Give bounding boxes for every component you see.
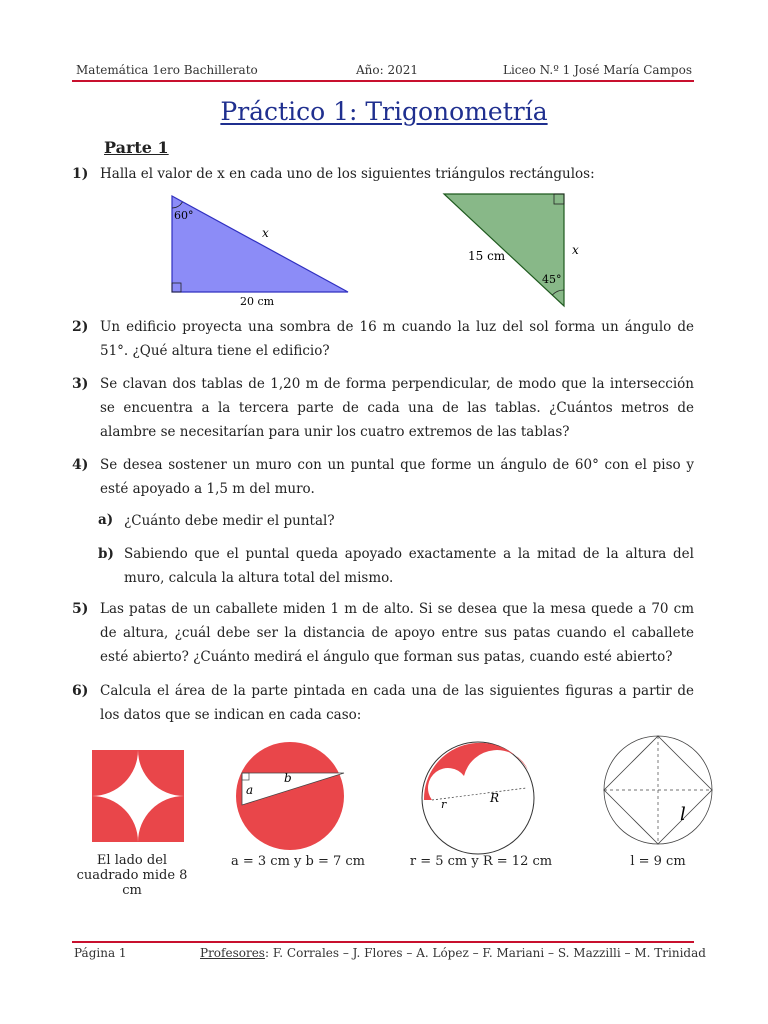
triangle-figure-2: [438, 190, 588, 310]
label-r: r: [441, 798, 447, 811]
label-l: l: [680, 804, 686, 825]
problem-5-text: Las patas de un caballete miden 1 m de alto. Si se desea que la mesa quede a 70 cm de altura, ¿cuál debe ser la distancia de apoyo entre sus patas cuando el caballete esté abierto? ¿Cuánto medirá el ángulo que forman sus patas, cuando esté abierto?: [100, 601, 694, 665]
problem-4-text: Se desea sostener un muro con un puntal que forme un ángulo de 60° con el piso y esté apoyado a 1,5 m del muro.: [100, 457, 694, 497]
caption-figure-b: a = 3 cm y b = 7 cm: [230, 854, 366, 869]
problem-6-number: 6): [72, 683, 89, 699]
footer-page-number: Página 1: [74, 946, 127, 960]
problem-5-number: 5): [72, 601, 89, 617]
caption-figure-a: El lado del cuadrado mide 8 cm: [76, 853, 188, 898]
footer-professors: [200, 946, 706, 960]
problem-2-text: Un edificio proyecta una sombra de 16 m cuando la luz del sol forma un ángulo de 51°. ¿Qué altura tiene el edificio?: [100, 319, 694, 359]
caption-figure-c: r = 5 cm y R = 12 cm: [409, 854, 553, 869]
figure-circle-inscribed-square: [596, 734, 720, 852]
problem-4b-text: Sabiendo que el puntal queda apoyado exactamente a la mitad de la altura del muro, calcula la altura total del mismo.: [124, 546, 694, 586]
figure-circle-arcs: [418, 738, 538, 858]
figure-circle-triangle: [228, 740, 354, 852]
page-title: Práctico 1: Trigonometría: [220, 97, 548, 126]
figure-square-quarter-circles: [88, 746, 188, 846]
problem-4b-label: b): [98, 546, 114, 562]
header-year: Año: 2021: [356, 63, 419, 77]
professors-names: : F. Corrales – J. Flores – A. López – F. Mariani – S. Mazzilli – M. Trinidad: [264, 946, 706, 960]
label-R: R: [490, 791, 500, 805]
problem-4a-text: ¿Cuánto debe medir el puntal?: [124, 513, 335, 529]
leg-x-label: x: [572, 243, 579, 257]
header-course: Matemática 1ero Bachillerato: [76, 63, 258, 77]
triangle-figure-1: [168, 192, 358, 310]
footer-rule: [72, 941, 694, 943]
label-b: b: [284, 771, 292, 785]
part-heading: Parte 1: [104, 138, 169, 157]
base-20cm-label: 20 cm: [240, 295, 275, 308]
problem-1-number: 1): [72, 166, 89, 182]
problem-4a-label: a): [98, 512, 114, 528]
problem-1-text: Halla el valor de x en cada uno de los siguientes triángulos rectángulos:: [100, 166, 595, 182]
problem-6-text: Calcula el área de la parte pintada en cada una de las siguientes figuras a partir de los datos que se indican en cada caso:: [100, 683, 694, 723]
caption-figure-d: l = 9 cm: [630, 854, 686, 869]
header-rule: [72, 80, 694, 82]
angle-45-label: 45°: [542, 273, 562, 286]
angle-60-label: 60°: [174, 209, 194, 222]
header-school: Liceo N.º 1 José María Campos: [503, 63, 692, 77]
problem-3-number: 3): [72, 376, 89, 392]
hypotenuse-x-label: x: [262, 226, 269, 240]
label-a: a: [246, 783, 254, 797]
side-15cm-label: 15 cm: [468, 249, 506, 263]
problem-2-number: 2): [72, 319, 89, 335]
problem-3-text: Se clavan dos tablas de 1,20 m de forma perpendicular, de modo que la intersección se encuentra a la tercera parte de cada una de las tablas. ¿Cuántos metros de alambre se necesitarían para unir los cuatro extremos de las tablas?: [100, 376, 694, 440]
professors-label: Profesores: [200, 946, 265, 960]
problem-4-number: 4): [72, 457, 89, 473]
